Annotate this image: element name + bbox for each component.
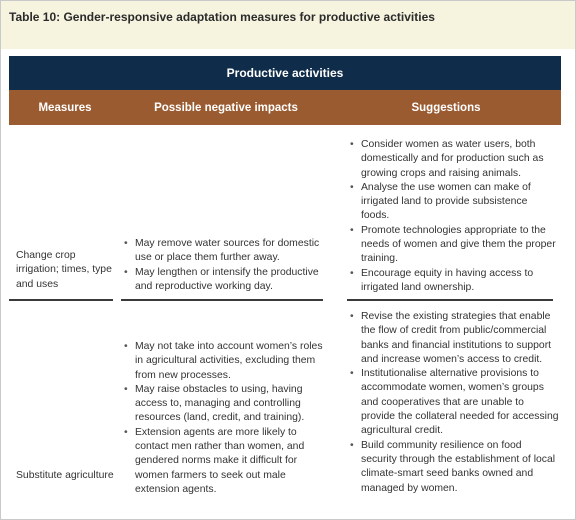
row-divider [347, 299, 553, 301]
list-item: • May lengthen or intensify the productive and reproductive working day. [121, 266, 326, 295]
caption-bar [1, 1, 575, 49]
row-divider [121, 299, 323, 301]
table-main-header: Productive activities [9, 56, 561, 90]
list-item: • May not take into account women’s roles in agricultural activities, excluding them from new processes. [121, 340, 326, 383]
list-item: • Encourage equity in having access to irrigated land ownership. [347, 267, 557, 296]
list-item: • May remove water sources for domestic use or place them further away. [121, 237, 326, 266]
column-header-suggestions: Suggestions [331, 90, 561, 125]
row-divider [9, 299, 113, 301]
row-2-measure: Substitute agriculture [16, 470, 114, 481]
list-item: • Promote technologies appropriate to the needs of women and give them the proper training. [347, 224, 557, 267]
list-item: • Consider women as water users, both domestically and for production such as growing crops and raising animals. [347, 138, 557, 181]
list-item: • Revise the existing strategies that enable the flow of credit from public/commercial banks and financial institutions to support and increase women’s access to credit. [347, 310, 559, 367]
row-2-suggestions [347, 310, 559, 496]
list-item: • Extension agents are more likely to contact men rather than women, and gendered norms make it difficult for women farmers to seek out male extension agents. [121, 426, 326, 497]
row-1-measure: Change crop irrigation; times, type and uses [16, 250, 112, 290]
list-item: • Build community resilience on food security through the establishment of local climate-smart seed banks owned and managed by women. [347, 439, 559, 496]
table-caption: Table 10: Gender-responsive adaptation measures for productive activities [9, 10, 435, 24]
row-2-impacts [121, 340, 326, 497]
row-1-suggestions [347, 138, 557, 295]
list-item: • Analyse the use women can make of irrigated land to provide subsistence foods. [347, 181, 557, 224]
column-header-measures: Measures [9, 90, 121, 125]
list-item: • Institutionalise alternative provisions to accommodate women, women’s groups and cooperatives that are unable to provide the collateral needed for accessing agricultural credit. [347, 367, 559, 438]
list-item: • May raise obstacles to using, having access to, managing and controlling resources (land, credit, and training). [121, 383, 326, 426]
row-1-impacts [121, 237, 326, 294]
column-header-impacts: Possible negative impacts [121, 90, 331, 125]
